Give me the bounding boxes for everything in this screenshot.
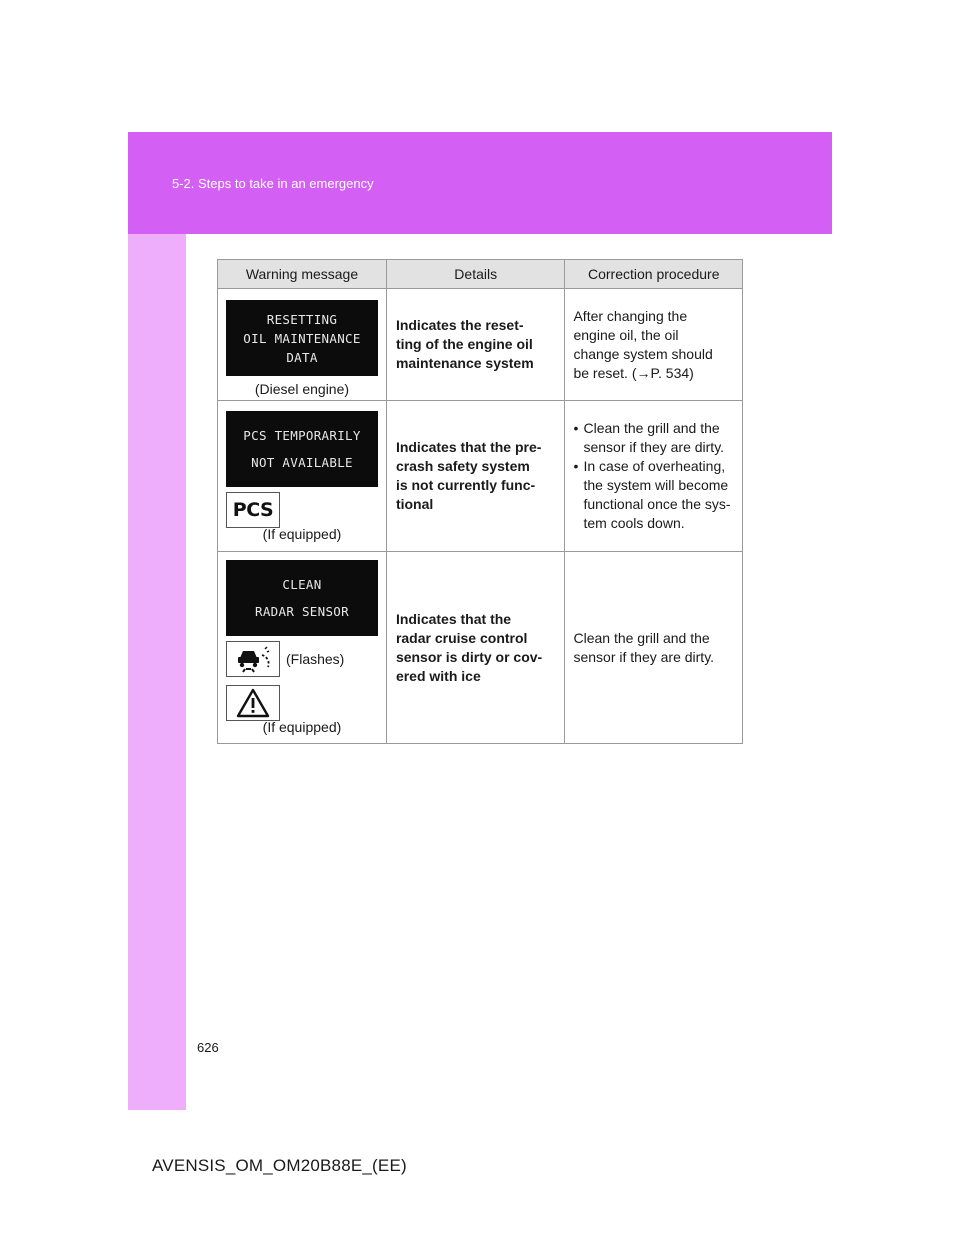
correction-line: sensor if they are dirty.	[583, 439, 725, 455]
display-line: OIL MAINTENANCE	[243, 330, 361, 346]
warning-cell	[218, 552, 387, 744]
correction-line: Clean the grill and the	[573, 629, 710, 646]
correction-bullets	[573, 419, 740, 533]
column-header-warning-message: Warning message	[218, 260, 387, 289]
correction-cell	[565, 401, 743, 552]
details-line: Indicates that the pre-	[395, 439, 542, 455]
list-item	[573, 419, 740, 457]
display-line: PCS TEMPORARILY	[243, 427, 361, 443]
correction-line: engine oil, the oil	[573, 326, 679, 343]
document-code: AVENSIS_OM_OM20B88E_(EE)	[152, 1156, 407, 1175]
details-line: tional	[395, 496, 434, 512]
column-header-details: Details	[386, 260, 565, 289]
correction-cell	[565, 552, 743, 744]
correction-line: • Clean the grill and the	[583, 420, 720, 436]
section-title: 5-2. Steps to take in an emergency	[172, 176, 374, 191]
table-row	[218, 552, 743, 744]
details-line: is not currently func-	[395, 477, 536, 493]
warning-cell	[218, 289, 387, 401]
display-message	[226, 560, 378, 636]
table-row	[218, 401, 743, 552]
pcs-icon-label: PCS	[232, 498, 274, 521]
details-line: Indicates that the	[395, 610, 512, 627]
details-cell	[386, 552, 565, 744]
pcs-indicator-icon	[226, 492, 280, 528]
correction-line: the system will become	[583, 477, 729, 493]
details-line: Indicates the reset-	[395, 317, 524, 333]
correction-line: be reset. (→P. 534)	[573, 364, 694, 381]
warning-message-table	[217, 259, 743, 744]
correction-cell	[565, 289, 743, 401]
details-cell	[386, 401, 565, 552]
caption-diesel-engine: (Diesel engine)	[254, 381, 350, 397]
warning-triangle-icon	[226, 685, 280, 721]
details-line: ting of the engine oil	[395, 336, 533, 352]
column-header-correction: Correction procedure	[565, 260, 743, 289]
radar-icon-row	[218, 641, 386, 677]
side-tab-strip	[128, 234, 186, 1110]
table-row	[218, 289, 743, 401]
correction-line: • In case of overheating,	[583, 458, 726, 474]
page-number: 626	[197, 1040, 219, 1055]
details-line: sensor is dirty or cov-	[395, 648, 543, 665]
display-line: NOT AVAILABLE	[251, 454, 353, 470]
display-message	[226, 300, 378, 376]
correction-line: change system should	[573, 345, 713, 362]
list-item	[573, 457, 740, 533]
radar-cruise-icon	[226, 641, 280, 677]
display-line: DATA	[286, 349, 318, 365]
caption-if-equipped: (If equipped)	[262, 719, 342, 735]
display-message	[226, 411, 378, 487]
warning-cell	[218, 401, 387, 552]
details-line: ered with ice	[395, 667, 481, 684]
correction-line: sensor if they are dirty.	[573, 648, 715, 665]
display-line: RADAR SENSOR	[255, 604, 349, 619]
details-line: maintenance system	[395, 355, 534, 371]
table-header-row	[218, 260, 743, 289]
details-cell	[386, 289, 565, 401]
correction-line: After changing the	[573, 307, 688, 324]
caption-flashes: (Flashes)	[286, 651, 345, 667]
correction-line: tem cools down.	[583, 515, 685, 531]
correction-line: functional once the sys-	[583, 496, 731, 512]
display-line: CLEAN	[282, 577, 322, 592]
details-line: radar cruise control	[395, 629, 528, 646]
caption-if-equipped: (If equipped)	[262, 525, 342, 542]
details-line: crash safety system	[395, 458, 530, 474]
display-line: RESETTING	[266, 311, 338, 327]
